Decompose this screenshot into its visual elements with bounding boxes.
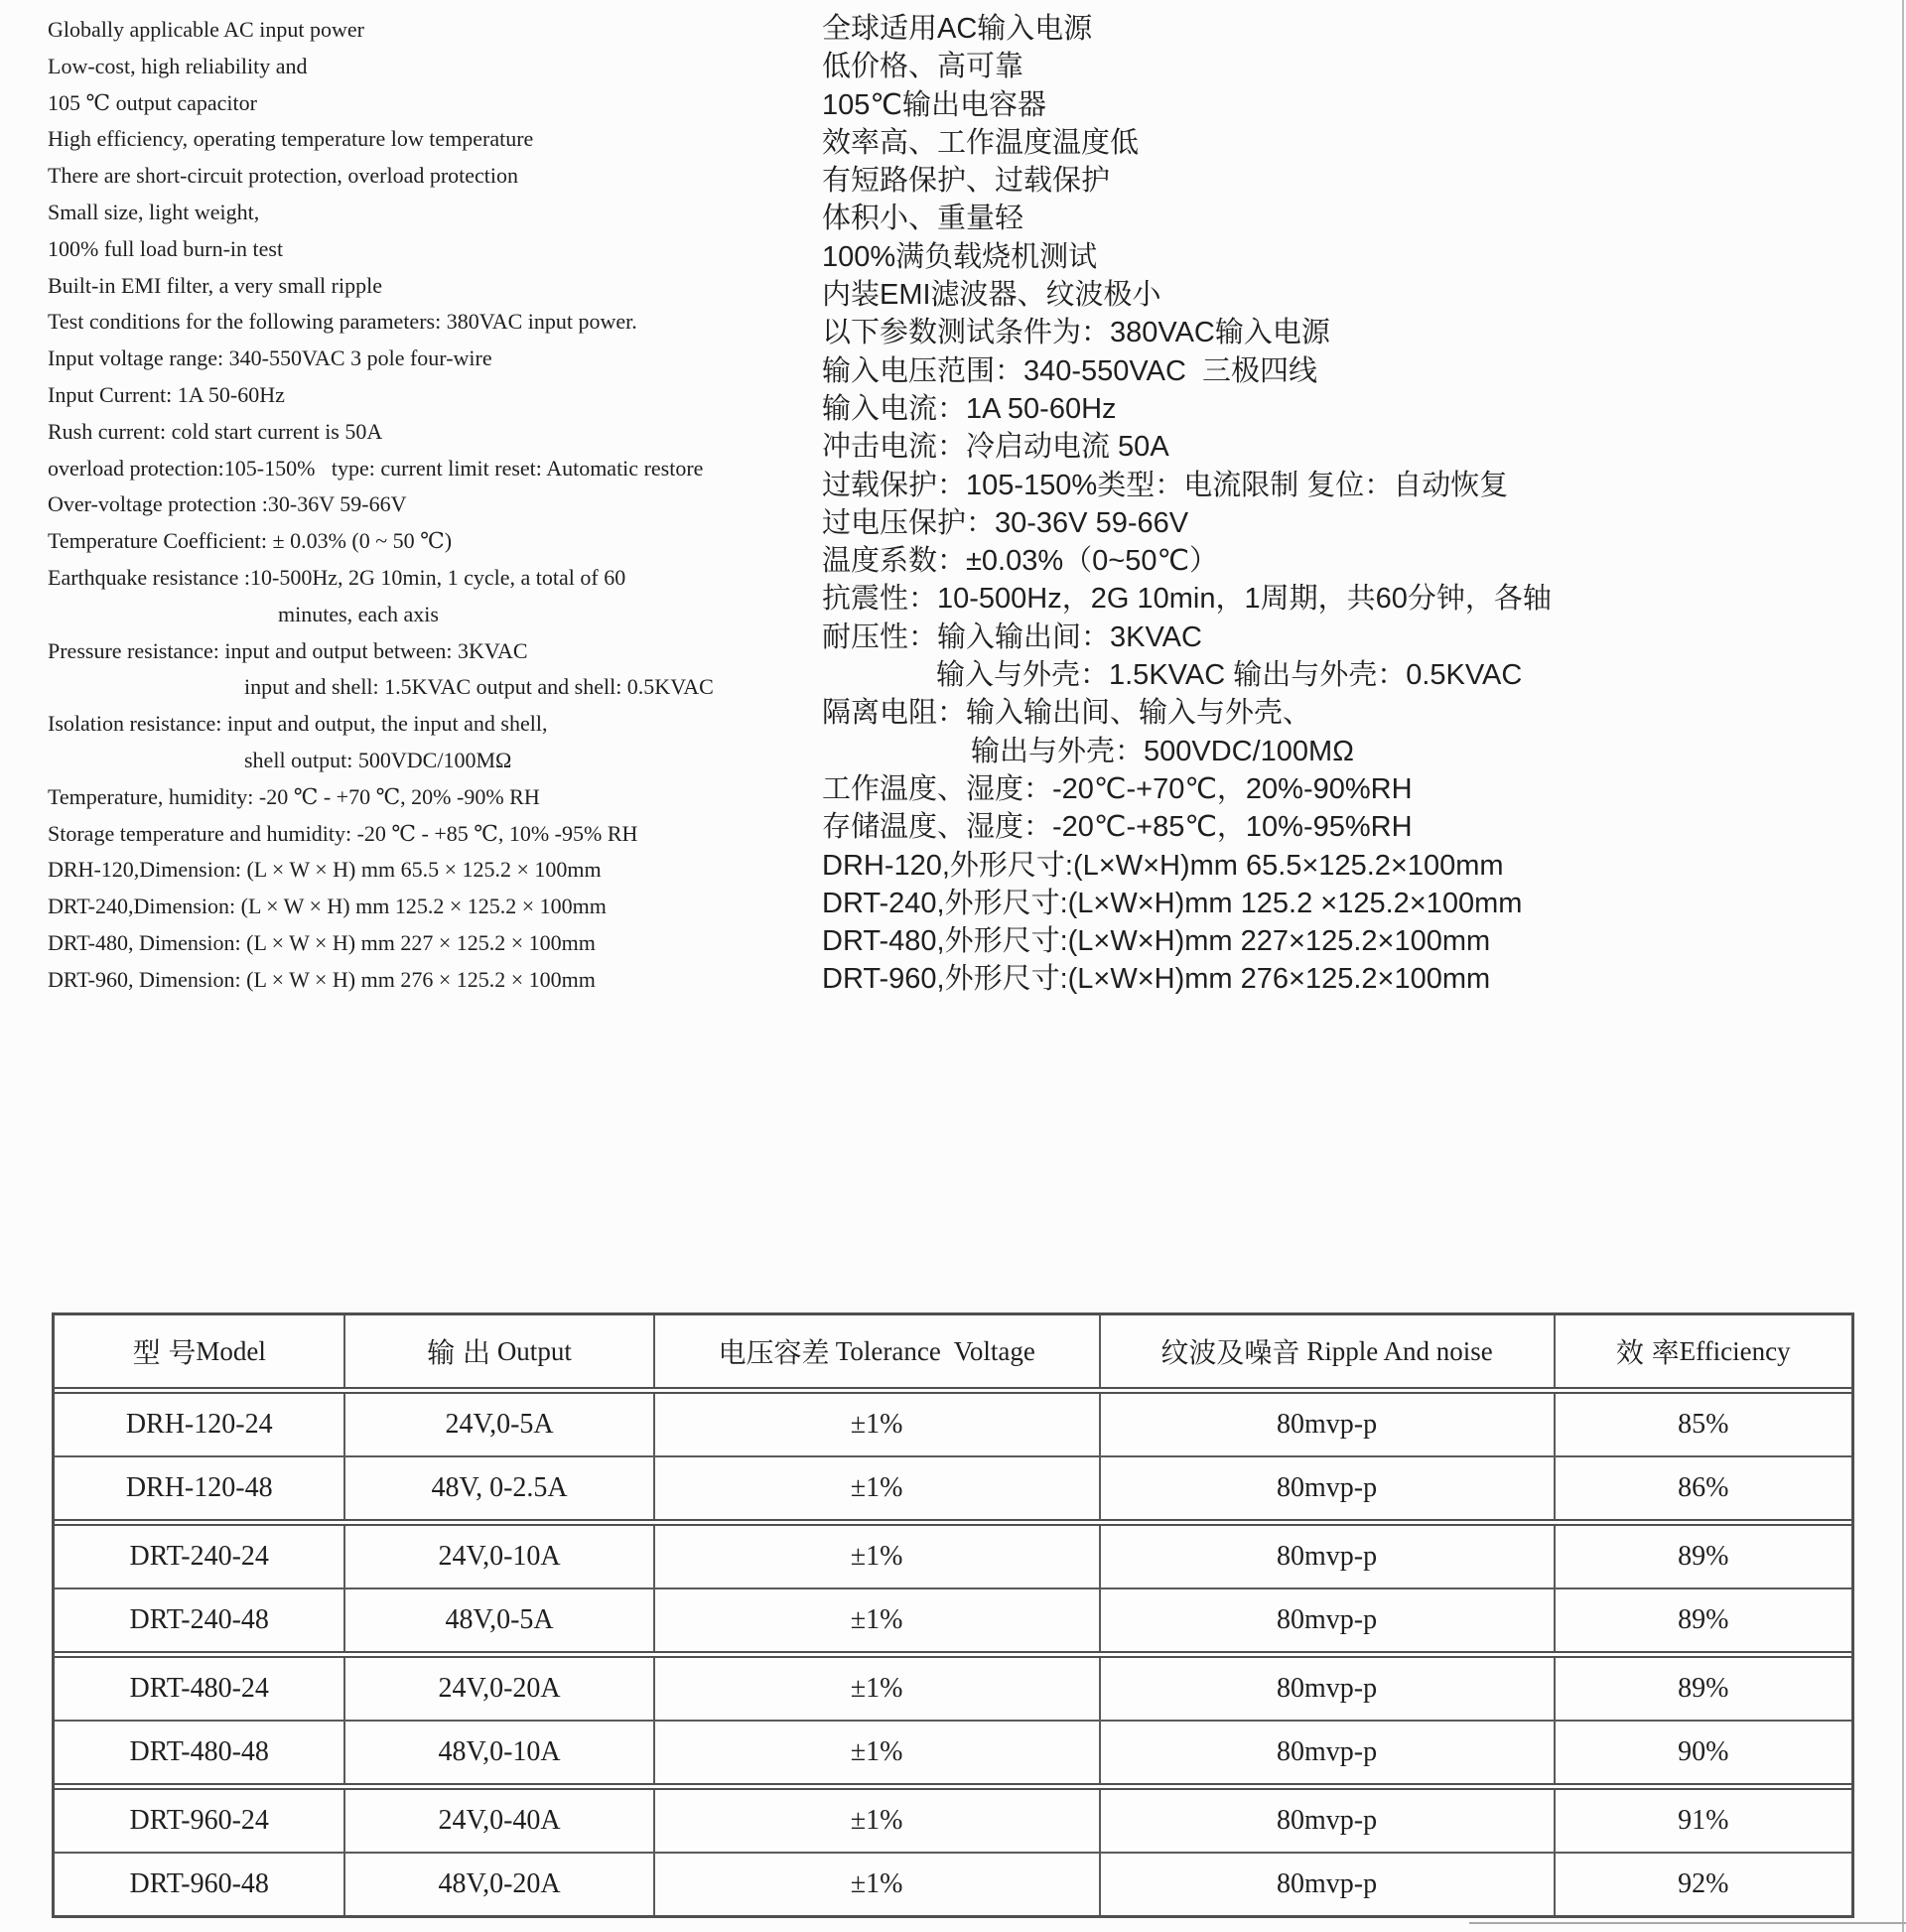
spec-line-zh: 隔离电阻：输入输出间、输入与外壳、 [822, 697, 1312, 730]
cell-ripple: 80mvp-p [1099, 1589, 1554, 1651]
cell-tolerance: ±1% [653, 1457, 1099, 1519]
spec-line-zh: 体积小、重量轻 [822, 203, 1024, 235]
cell-efficiency: 85% [1554, 1394, 1851, 1455]
cell-tolerance: ±1% [653, 1589, 1099, 1651]
table-row [55, 1519, 1851, 1587]
cell-model: DRT-480-24 [129, 1673, 269, 1704]
cell-model: DRH-120-24 [125, 1409, 273, 1440]
spec-line-en: DRT-240,Dimension: (L × W × H) mm 125.2 × 125.2 × 100mm [48, 894, 607, 919]
spec-line-zh: 输入电压范围：340-550VAC 三极四线 [822, 354, 1318, 387]
cell-tolerance: ±1% [653, 1790, 1099, 1852]
cell-efficiency: 89% [1554, 1589, 1851, 1651]
spec-line-en: There are short-circuit protection, overload protection [48, 163, 519, 189]
spec-line-zh: 全球适用AC输入电源 [822, 13, 1093, 45]
spec-line-en: Built-in EMI filter, a very small ripple [48, 272, 382, 298]
spec-line-zh: 有短路保护、过载保护 [822, 165, 1111, 198]
spec-line-en: High efficiency, operating temperature low temperature [48, 126, 534, 152]
cell-model: DRT-240-24 [129, 1541, 269, 1572]
spec-line-en: Input voltage range: 340-550VAC 3 pole four-wire [48, 345, 492, 371]
spec-line-zh: 效率高、工作温度温度低 [822, 126, 1140, 159]
spec-line-en: Test conditions for the following parameters: 380VAC input power. [48, 309, 637, 335]
cell-model: DRT-960-48 [129, 1868, 269, 1899]
cell-output: 24V,0-20A [343, 1658, 652, 1720]
cell-tolerance: ±1% [653, 1722, 1099, 1783]
spec-line-en: overload protection:105-150% type: current limit reset: Automatic restore [48, 455, 704, 481]
spec-line-en: DRT-960, Dimension: (L × W × H) mm 276 × 125.2 × 100mm [48, 966, 596, 992]
cell-ripple: 80mvp-p [1099, 1457, 1554, 1519]
spec-line-zh: DRT-960,外形尺寸:(L×W×H)mm 276×125.2×100mm [822, 963, 1491, 996]
spec-line-zh: DRH-120,外形尺寸:(L×W×H)mm 65.5×125.2×100mm [822, 849, 1504, 882]
column-header-ripple-en: Ripple And noise [1299, 1335, 1493, 1366]
spec-line-zh: 100%满负载烧机测试 [822, 240, 1098, 273]
cell-output: 48V,0-5A [343, 1589, 652, 1651]
column-header-efficiency-en: Efficiency [1679, 1335, 1791, 1366]
spec-line-zh: 以下参数测试条件为：380VAC输入电源 [822, 317, 1330, 349]
column-header-ripple [1099, 1315, 1554, 1387]
table-row [55, 1651, 1851, 1720]
cell-ripple: 80mvp-p [1099, 1854, 1554, 1915]
cell-ripple: 80mvp-p [1099, 1526, 1554, 1587]
scan-edge-line [1902, 0, 1904, 1932]
column-header-output-zh: 输 出 [427, 1337, 491, 1368]
spec-line-en: Globally applicable AC input power [48, 17, 364, 42]
spec-line-zh: 存储温度、湿度：-20℃-+85℃，10%-95%RH [822, 811, 1413, 844]
cell-output: 24V,0-10A [343, 1526, 652, 1587]
spec-line-zh: 工作温度、湿度：-20℃-+70℃，20%-90%RH [822, 772, 1413, 805]
cell-ripple: 80mvp-p [1099, 1394, 1554, 1455]
spec-line-zh: 抗震性：10-500Hz，2G 10min，1周期，共60分钟，各轴 [822, 583, 1552, 616]
table-row [55, 1783, 1851, 1852]
spec-line-zh: 温度系数：±0.03%（0~50℃） [822, 545, 1219, 578]
spec-line-en: input and shell: 1.5KVAC output and shell: 0.5KVAC [244, 674, 714, 700]
spec-line-en: Input Current: 1A 50-60Hz [48, 381, 285, 407]
spec-line-en: Isolation resistance: input and output, the input and shell, [48, 711, 548, 737]
spec-line-en: Pressure resistance: input and output between: 3KVAC [48, 637, 528, 663]
column-header-efficiency-zh: 效 率 [1615, 1337, 1680, 1368]
spec-line-zh: 内装EMI滤波器、纹波极小 [822, 279, 1161, 312]
spec-line-zh: DRT-240,外形尺寸:(L×W×H)mm 125.2 ×125.2×100mm [822, 887, 1523, 919]
cell-model: DRH-120-48 [125, 1472, 273, 1503]
spec-line-zh: 输入电流：1A 50-60Hz [822, 392, 1117, 425]
cell-output: 48V,0-20A [343, 1854, 652, 1915]
cell-model: DRT-960-24 [129, 1805, 269, 1836]
spec-line-zh: 输入与外壳：1.5KVAC 输出与外壳：0.5KVAC [936, 659, 1523, 692]
spec-line-en: shell output: 500VDC/100MΩ [244, 747, 512, 772]
column-header-ripple-zh: 纹波及噪音 [1160, 1337, 1300, 1368]
cell-tolerance: ±1% [653, 1854, 1099, 1915]
table-row [55, 1852, 1851, 1915]
spec-line-en: Low-cost, high reliability and [48, 53, 308, 78]
features-english-column [48, 12, 812, 999]
spec-line-zh: 冲击电流：冷启动电流 50A [822, 431, 1169, 464]
table-row [55, 1587, 1851, 1651]
spec-line-zh: 过载保护：105-150%类型：电流限制 复位：自动恢复 [822, 469, 1509, 501]
cell-efficiency: 92% [1554, 1854, 1851, 1915]
cell-output: 48V, 0-2.5A [343, 1457, 652, 1519]
cell-tolerance: ±1% [653, 1394, 1099, 1455]
spec-line-en: Temperature Coefficient: ± 0.03% (0 ~ 50 ℃) [48, 528, 453, 554]
spec-line-zh: 输出与外壳：500VDC/100MΩ [971, 735, 1354, 767]
cell-model: DRT-240-48 [129, 1604, 269, 1635]
spec-line-en: Temperature, humidity: -20 ℃ - +70 ℃, 20% -90% RH [48, 783, 540, 809]
spec-line-en: Storage temperature and humidity: -20 ℃ - +85 ℃, 10% -95% RH [48, 820, 638, 846]
scan-edge-line [1469, 1922, 1906, 1924]
cell-efficiency: 91% [1554, 1790, 1851, 1852]
table-row [55, 1394, 1851, 1455]
table-row [55, 1455, 1851, 1519]
features-chinese-column [822, 10, 1894, 999]
cell-model: DRT-480-48 [129, 1736, 269, 1767]
table-row [55, 1720, 1851, 1783]
column-header-tolerance [653, 1315, 1099, 1387]
spec-line-zh: 耐压性：输入输出间：3KVAC [822, 621, 1202, 653]
cell-output: 24V,0-5A [343, 1394, 652, 1455]
column-header-tolerance-zh: 电压容差 [718, 1337, 830, 1368]
column-header-efficiency [1554, 1315, 1851, 1387]
spec-line-en: Over-voltage protection :30-36V 59-66V [48, 491, 407, 517]
column-header-model-en: Model [196, 1335, 266, 1366]
table-header-row [55, 1315, 1851, 1394]
spec-line-zh: DRT-480,外形尺寸:(L×W×H)mm 227×125.2×100mm [822, 925, 1491, 958]
cell-efficiency: 89% [1554, 1658, 1851, 1720]
cell-ripple: 80mvp-p [1099, 1790, 1554, 1852]
cell-ripple: 80mvp-p [1099, 1722, 1554, 1783]
column-header-output [343, 1315, 652, 1387]
cell-efficiency: 86% [1554, 1457, 1851, 1519]
cell-tolerance: ±1% [653, 1526, 1099, 1587]
spec-line-en: Small size, light weight, [48, 199, 260, 224]
cell-output: 48V,0-10A [343, 1722, 652, 1783]
cell-tolerance: ±1% [653, 1658, 1099, 1720]
spec-line-zh: 过电压保护：30-36V 59-66V [822, 506, 1189, 539]
spec-line-en: 105 ℃ output capacitor [48, 89, 257, 115]
spec-line-zh: 105℃输出电容器 [822, 88, 1046, 121]
spec-line-en: Rush current: cold start current is 50A [48, 418, 383, 444]
column-header-tolerance-en: Tolerance Voltage [829, 1335, 1035, 1366]
cell-output: 24V,0-40A [343, 1790, 652, 1852]
spec-line-en: DRH-120,Dimension: (L × W × H) mm 65.5 × 125.2 × 100mm [48, 857, 602, 883]
cell-efficiency: 89% [1554, 1526, 1851, 1587]
spec-line-en: minutes, each axis [278, 601, 439, 626]
spec-line-en: 100% full load burn-in test [48, 235, 284, 261]
column-header-model [55, 1315, 343, 1387]
column-header-output-en: Output [490, 1335, 572, 1366]
cell-ripple: 80mvp-p [1099, 1658, 1554, 1720]
model-spec-table [52, 1312, 1854, 1918]
spec-line-en: DRT-480, Dimension: (L × W × H) mm 227 × 125.2 × 100mm [48, 929, 596, 955]
spec-line-en: Earthquake resistance :10-500Hz, 2G 10min, 1 cycle, a total of 60 [48, 564, 626, 590]
spec-line-zh: 低价格、高可靠 [822, 51, 1024, 83]
column-header-model-zh: 型 号 [132, 1337, 197, 1368]
cell-efficiency: 90% [1554, 1722, 1851, 1783]
